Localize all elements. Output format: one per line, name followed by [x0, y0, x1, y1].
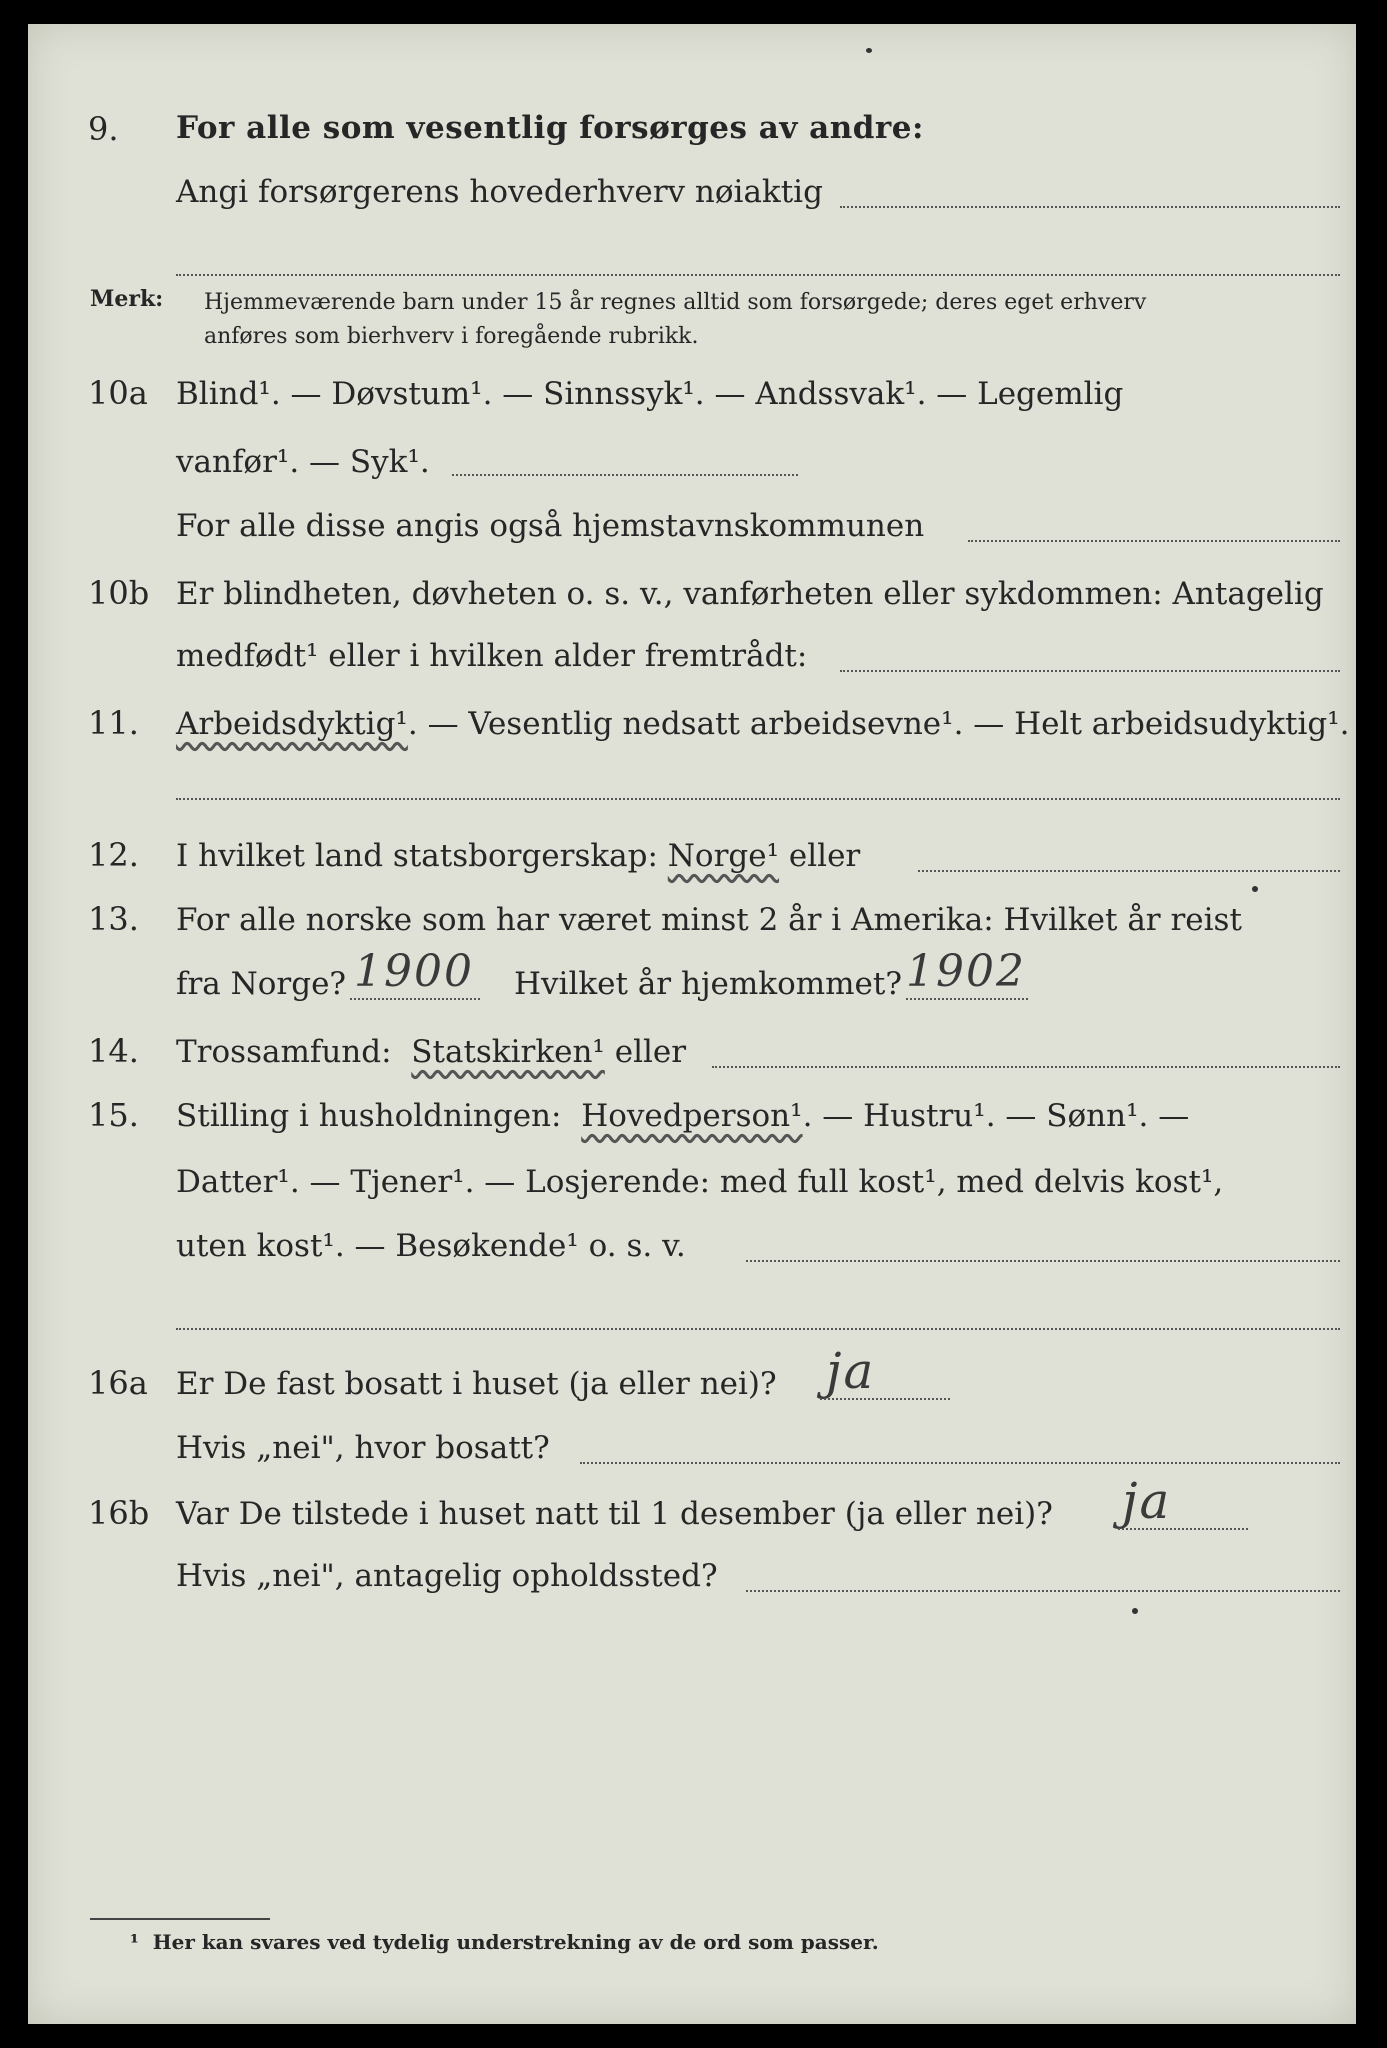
q12-number: 12. [88, 836, 139, 874]
q15-answer-line-2[interactable] [176, 1328, 1340, 1330]
q12-answer-line[interactable] [918, 870, 1340, 872]
q16b-line-1: Var De tilstede i huset natt til 1 desember (ja eller nei)? [176, 1496, 1053, 1532]
ink-speck [1252, 886, 1258, 892]
q12-prefix: I hvilket land statsborgerskap: [176, 838, 658, 874]
q16b-number: 16b [88, 1494, 150, 1532]
q10a-line-1: Blind¹. — Døvstum¹. — Sinnssyk¹. — Andssvak¹. — Legemlig [176, 376, 1124, 412]
q13-return-answer-line[interactable] [906, 998, 1028, 1000]
q13-number: 13. [88, 900, 139, 938]
q13-line-2b: Hvilket år hjemkommet? [514, 966, 902, 1002]
q9-answer-line[interactable] [840, 206, 1340, 208]
q12-suffix: eller [788, 838, 861, 874]
q13-departure-answer-line[interactable] [350, 998, 480, 1000]
q14-number: 14. [88, 1032, 139, 1070]
q16a-residence-answer-line[interactable] [580, 1462, 1340, 1464]
q14-option-selected[interactable]: Statskirken¹ [411, 1034, 605, 1070]
q15-option-selected[interactable]: Hovedperson¹ [581, 1098, 803, 1134]
footnote-mark: ¹ [130, 1930, 139, 1954]
q11-text [176, 706, 1350, 742]
q10b-line-1: Er blindheten, døvheten o. s. v., vanførheten eller sykdommen: Antagelig [176, 576, 1324, 612]
q15-number: 15. [88, 1096, 139, 1134]
q12-text [176, 838, 860, 874]
q16b-answer-line[interactable] [1118, 1528, 1248, 1530]
footnote [130, 1930, 879, 1954]
q15-line-1 [176, 1098, 1189, 1134]
q16b-line-2: Hvis „nei", antagelig opholdssted? [176, 1558, 718, 1594]
q15-line-3: uten kost¹. — Besøkende¹ o. s. v. [176, 1228, 686, 1264]
q14-suffix: eller [614, 1034, 687, 1070]
q9-answer-line-2[interactable] [176, 274, 1340, 276]
q11-rest: . — Vesentlig nedsatt arbeidsevne¹. — Helt arbeidsudyktig¹. [407, 706, 1350, 742]
q11-number: 11. [88, 704, 139, 742]
q11-option-selected[interactable]: Arbeidsdyktig¹ [176, 706, 408, 742]
q16b-answer: ja [1122, 1472, 1172, 1530]
q16a-line-1: Er De fast bosatt i huset (ja eller nei)? [176, 1366, 777, 1402]
q9-number: 9. [88, 110, 119, 148]
q10a-number: 10a [88, 374, 148, 412]
footnote-text: Her kan svares ved tydelig understrekning av de ord som passer. [152, 1930, 879, 1954]
q13-answer-departure-year: 1900 [354, 946, 474, 997]
q10a-municipality-answer-line[interactable] [968, 540, 1340, 542]
q14-prefix: Trossamfund: [176, 1034, 392, 1070]
q15-answer-line[interactable] [746, 1260, 1340, 1262]
ink-speck [1132, 1608, 1138, 1614]
ink-speck [866, 48, 872, 53]
q10a-line-2: vanfør¹. — Syk¹. [176, 444, 430, 480]
q16a-answer: ja [826, 1342, 876, 1400]
q10a-sick-answer-line[interactable] [452, 474, 798, 476]
q14-answer-line[interactable] [712, 1066, 1340, 1068]
q13-line-2a: fra Norge? [176, 966, 347, 1002]
census-form-page [28, 24, 1356, 2024]
q10b-line-2: medfødt¹ eller i hvilken alder fremtrådt: [176, 638, 808, 674]
q10b-answer-line[interactable] [840, 670, 1340, 672]
q10b-number: 10b [88, 574, 150, 612]
merk-label: Merk: [90, 286, 164, 312]
q15-line-1b: . — Hustru¹. — Sønn¹. — [802, 1098, 1190, 1134]
q15-line-1a: Stilling i husholdningen: [176, 1098, 562, 1134]
footnote-rule [90, 1918, 270, 1920]
q9-heading: For alle som vesentlig forsørges av andre: [176, 110, 924, 146]
merk-line-1: Hjemmeværende barn under 15 år regnes alltid som forsørgede; deres eget erhverv [204, 290, 1147, 315]
q16b-location-answer-line[interactable] [746, 1590, 1340, 1592]
q11-answer-line[interactable] [176, 798, 1340, 800]
q16a-answer-line[interactable] [820, 1398, 950, 1400]
q14-text [176, 1034, 686, 1070]
q16a-line-2: Hvis „nei", hvor bosatt? [176, 1430, 550, 1466]
merk-line-2: anføres som bierhverv i foregående rubrikk. [204, 324, 699, 349]
q9-text: Angi forsørgerens hovederhverv nøiaktig [176, 174, 823, 210]
q10a-line-3: For alle disse angis også hjemstavnskommunen [176, 508, 925, 544]
q12-option-selected[interactable]: Norge¹ [667, 838, 780, 874]
q16a-number: 16a [88, 1364, 148, 1402]
q13-line-1: For alle norske som har været minst 2 år i Amerika: Hvilket år reist [176, 902, 1242, 938]
q13-answer-return-year: 1902 [906, 946, 1026, 997]
q15-line-2: Datter¹. — Tjener¹. — Losjerende: med full kost¹, med delvis kost¹, [176, 1164, 1224, 1200]
